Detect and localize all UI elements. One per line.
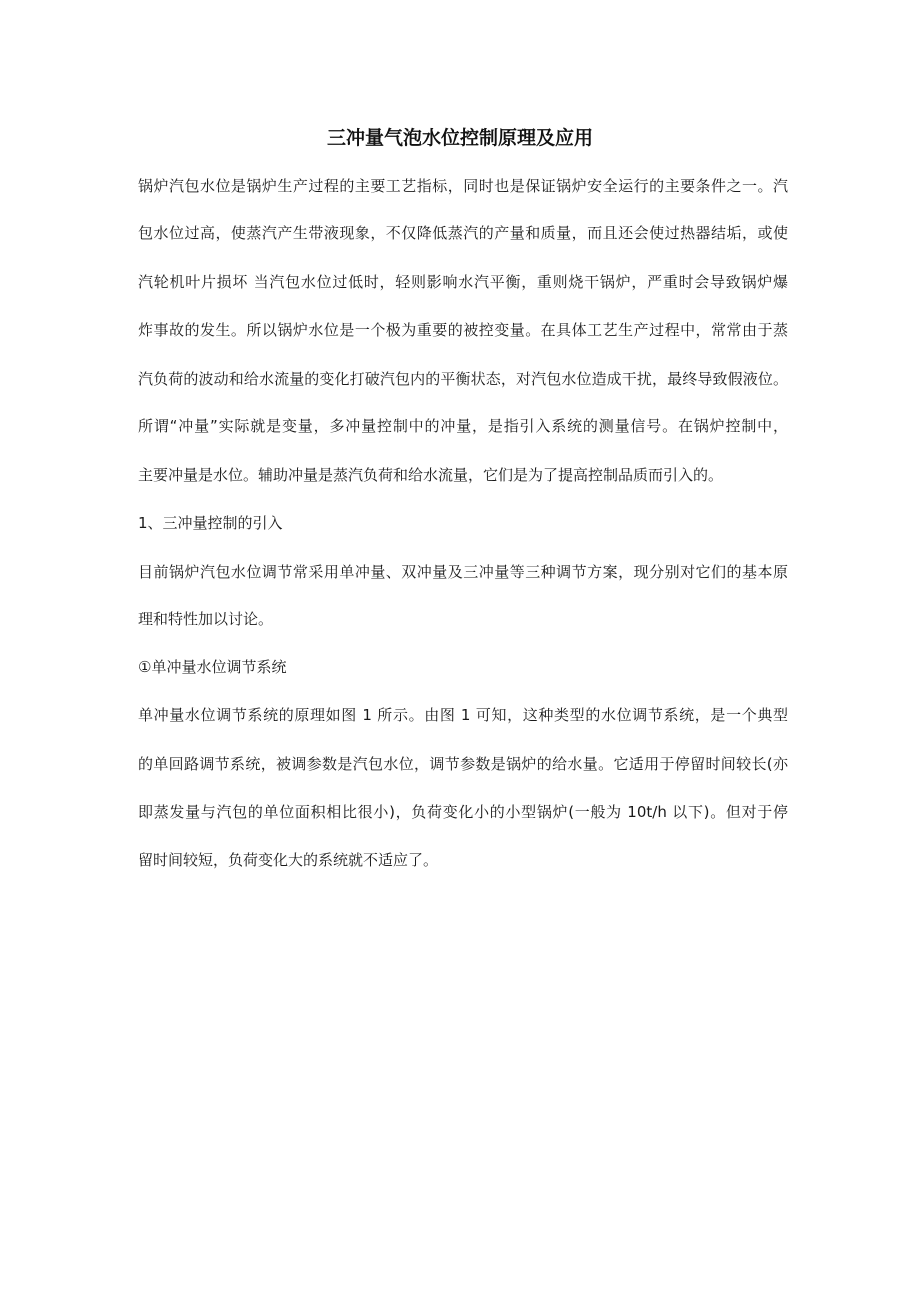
section1-heading: 1、三冲量控制的引入: [138, 514, 283, 532]
intro-line-7: 主要冲量是水位。辅助冲量是蒸汽负荷和给水流量，它们是为了提高控制品质而引入的。: [138, 466, 724, 484]
intro-line-6: 所谓“冲量”实际就是变量，多冲量控制中的冲量，是指引入系统的测量信号。在锅炉控制中，: [138, 417, 788, 435]
subsection1-heading: ①单冲量水位调节系统: [138, 658, 287, 676]
intro-line-3: 汽轮机叶片损坏 当汽包水位过低时，轻则影响水汽平衡，重则烧干锅炉，严重时会导致锅炉爆: [138, 273, 788, 291]
subsection1-line-4: 留时间较短，负荷变化大的系统就不适应了。: [138, 851, 439, 869]
subsection1-line-2: 的单回路调节系统，被调参数是汽包水位，调节参数是锅炉的给水量。它适用于停留时间较长(亦: [138, 755, 788, 773]
section1-line-2: 理和特性加以讨论。: [138, 610, 274, 628]
subsection1-line-1: 单冲量水位调节系统的原理如图 1 所示。由图 1 可知，这种类型的水位调节系统，是一个典型: [138, 706, 788, 724]
intro-line-1: 锅炉汽包水位是锅炉生产过程的主要工艺指标，同时也是保证锅炉安全运行的主要条件之一。汽: [138, 177, 788, 195]
intro-line-5: 汽负荷的波动和给水流量的变化打破汽包内的平衡状态，对汽包水位造成干扰，最终导致假液位。: [138, 370, 788, 388]
document-title: 三冲量气泡水位控制原理及应用: [326, 127, 593, 149]
section1-line-1: 目前锅炉汽包水位调节常采用单冲量、双冲量及三冲量等三种调节方案，现分别对它们的基本原: [138, 563, 788, 581]
subsection1-line-3: 即蒸发量与汽包的单位面积相比很小)，负荷变化小的小型锅炉(一般为 10t/h 以下)。但对于停: [138, 803, 788, 821]
intro-line-2: 包水位过高，使蒸汽产生带液现象，不仅降低蒸汽的产量和质量，而且还会使过热器结垢，或使: [138, 224, 788, 242]
intro-line-4: 炸事故的发生。所以锅炉水位是一个极为重要的被控变量。在具体工艺生产过程中，常常由于蒸: [138, 321, 788, 339]
